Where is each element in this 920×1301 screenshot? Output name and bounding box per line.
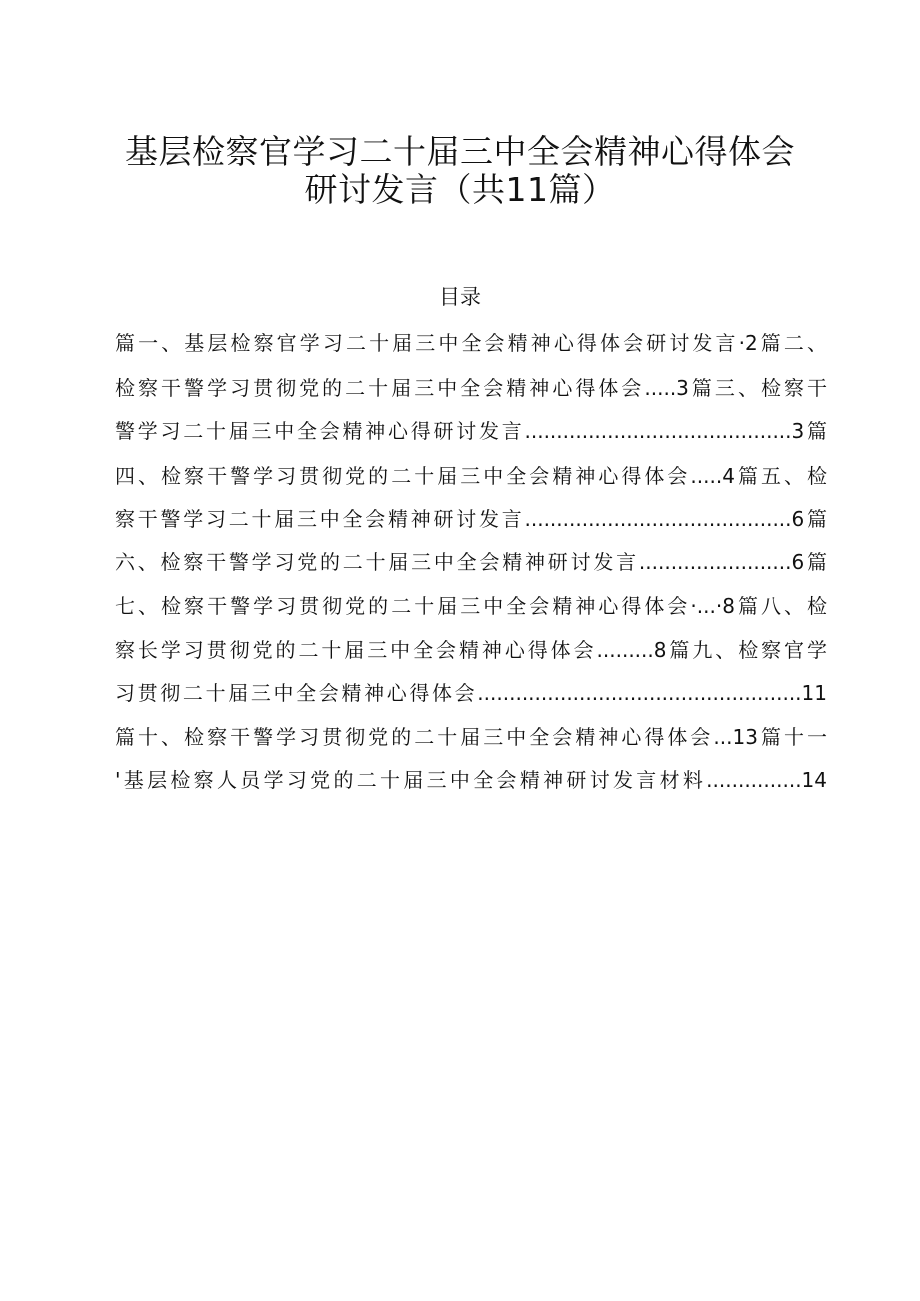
toc-line: [115, 326, 827, 360]
document-title-line-1: 基层检察官学习二十届三中全会精神心得体会: [125, 132, 795, 171]
toc-line: [115, 676, 827, 710]
toc-heading: 目录: [439, 285, 481, 309]
toc-line-text: 警学习二十届三中全会精神心得研讨发言..........................................3篇: [115, 419, 827, 443]
toc-line-text: '基层检察人员学习党的二十届三中全会精神研讨发言材料...............14: [115, 768, 827, 792]
toc-line-text: 篇十、检察干警学习贯彻党的二十届三中全会精神心得体会...13篇十一: [115, 725, 827, 749]
toc-line: [115, 720, 827, 754]
document-title-line-2: 研讨发言（共11篇）: [304, 170, 616, 209]
toc-line-text: 察干警学习二十届三中全会精神研讨发言..........................................6篇: [115, 507, 827, 531]
toc-line: [115, 371, 827, 405]
toc-line-text: 习贯彻二十届三中全会精神心得体会...................................................11: [115, 681, 827, 705]
toc-line: [115, 633, 827, 667]
toc-line: [115, 589, 827, 623]
toc-line: [115, 763, 827, 797]
toc-line: [115, 502, 827, 536]
toc-line: [115, 414, 827, 448]
toc-line-text: 四、检察干警学习贯彻党的二十届三中全会精神心得体会.....4篇五、检: [115, 464, 827, 488]
toc-line-text: 检察干警学习贯彻党的二十届三中全会精神心得体会.....3篇三、检察干: [115, 376, 827, 400]
toc-line-text: 七、检察干警学习贯彻党的二十届三中全会精神心得体会·...·8篇八、检: [115, 594, 827, 618]
toc-line-text: 察长学习贯彻党的二十届三中全会精神心得体会.........8篇九、检察官学: [115, 638, 827, 662]
toc-line: [115, 459, 827, 493]
toc-line-text: 篇一、基层检察官学习二十届三中全会精神心得体会研讨发言·2篇二、: [115, 331, 827, 355]
toc-line-text: 六、检察干警学习党的二十届三中全会精神研讨发言........................6篇: [115, 550, 827, 574]
toc-line: [115, 545, 827, 579]
